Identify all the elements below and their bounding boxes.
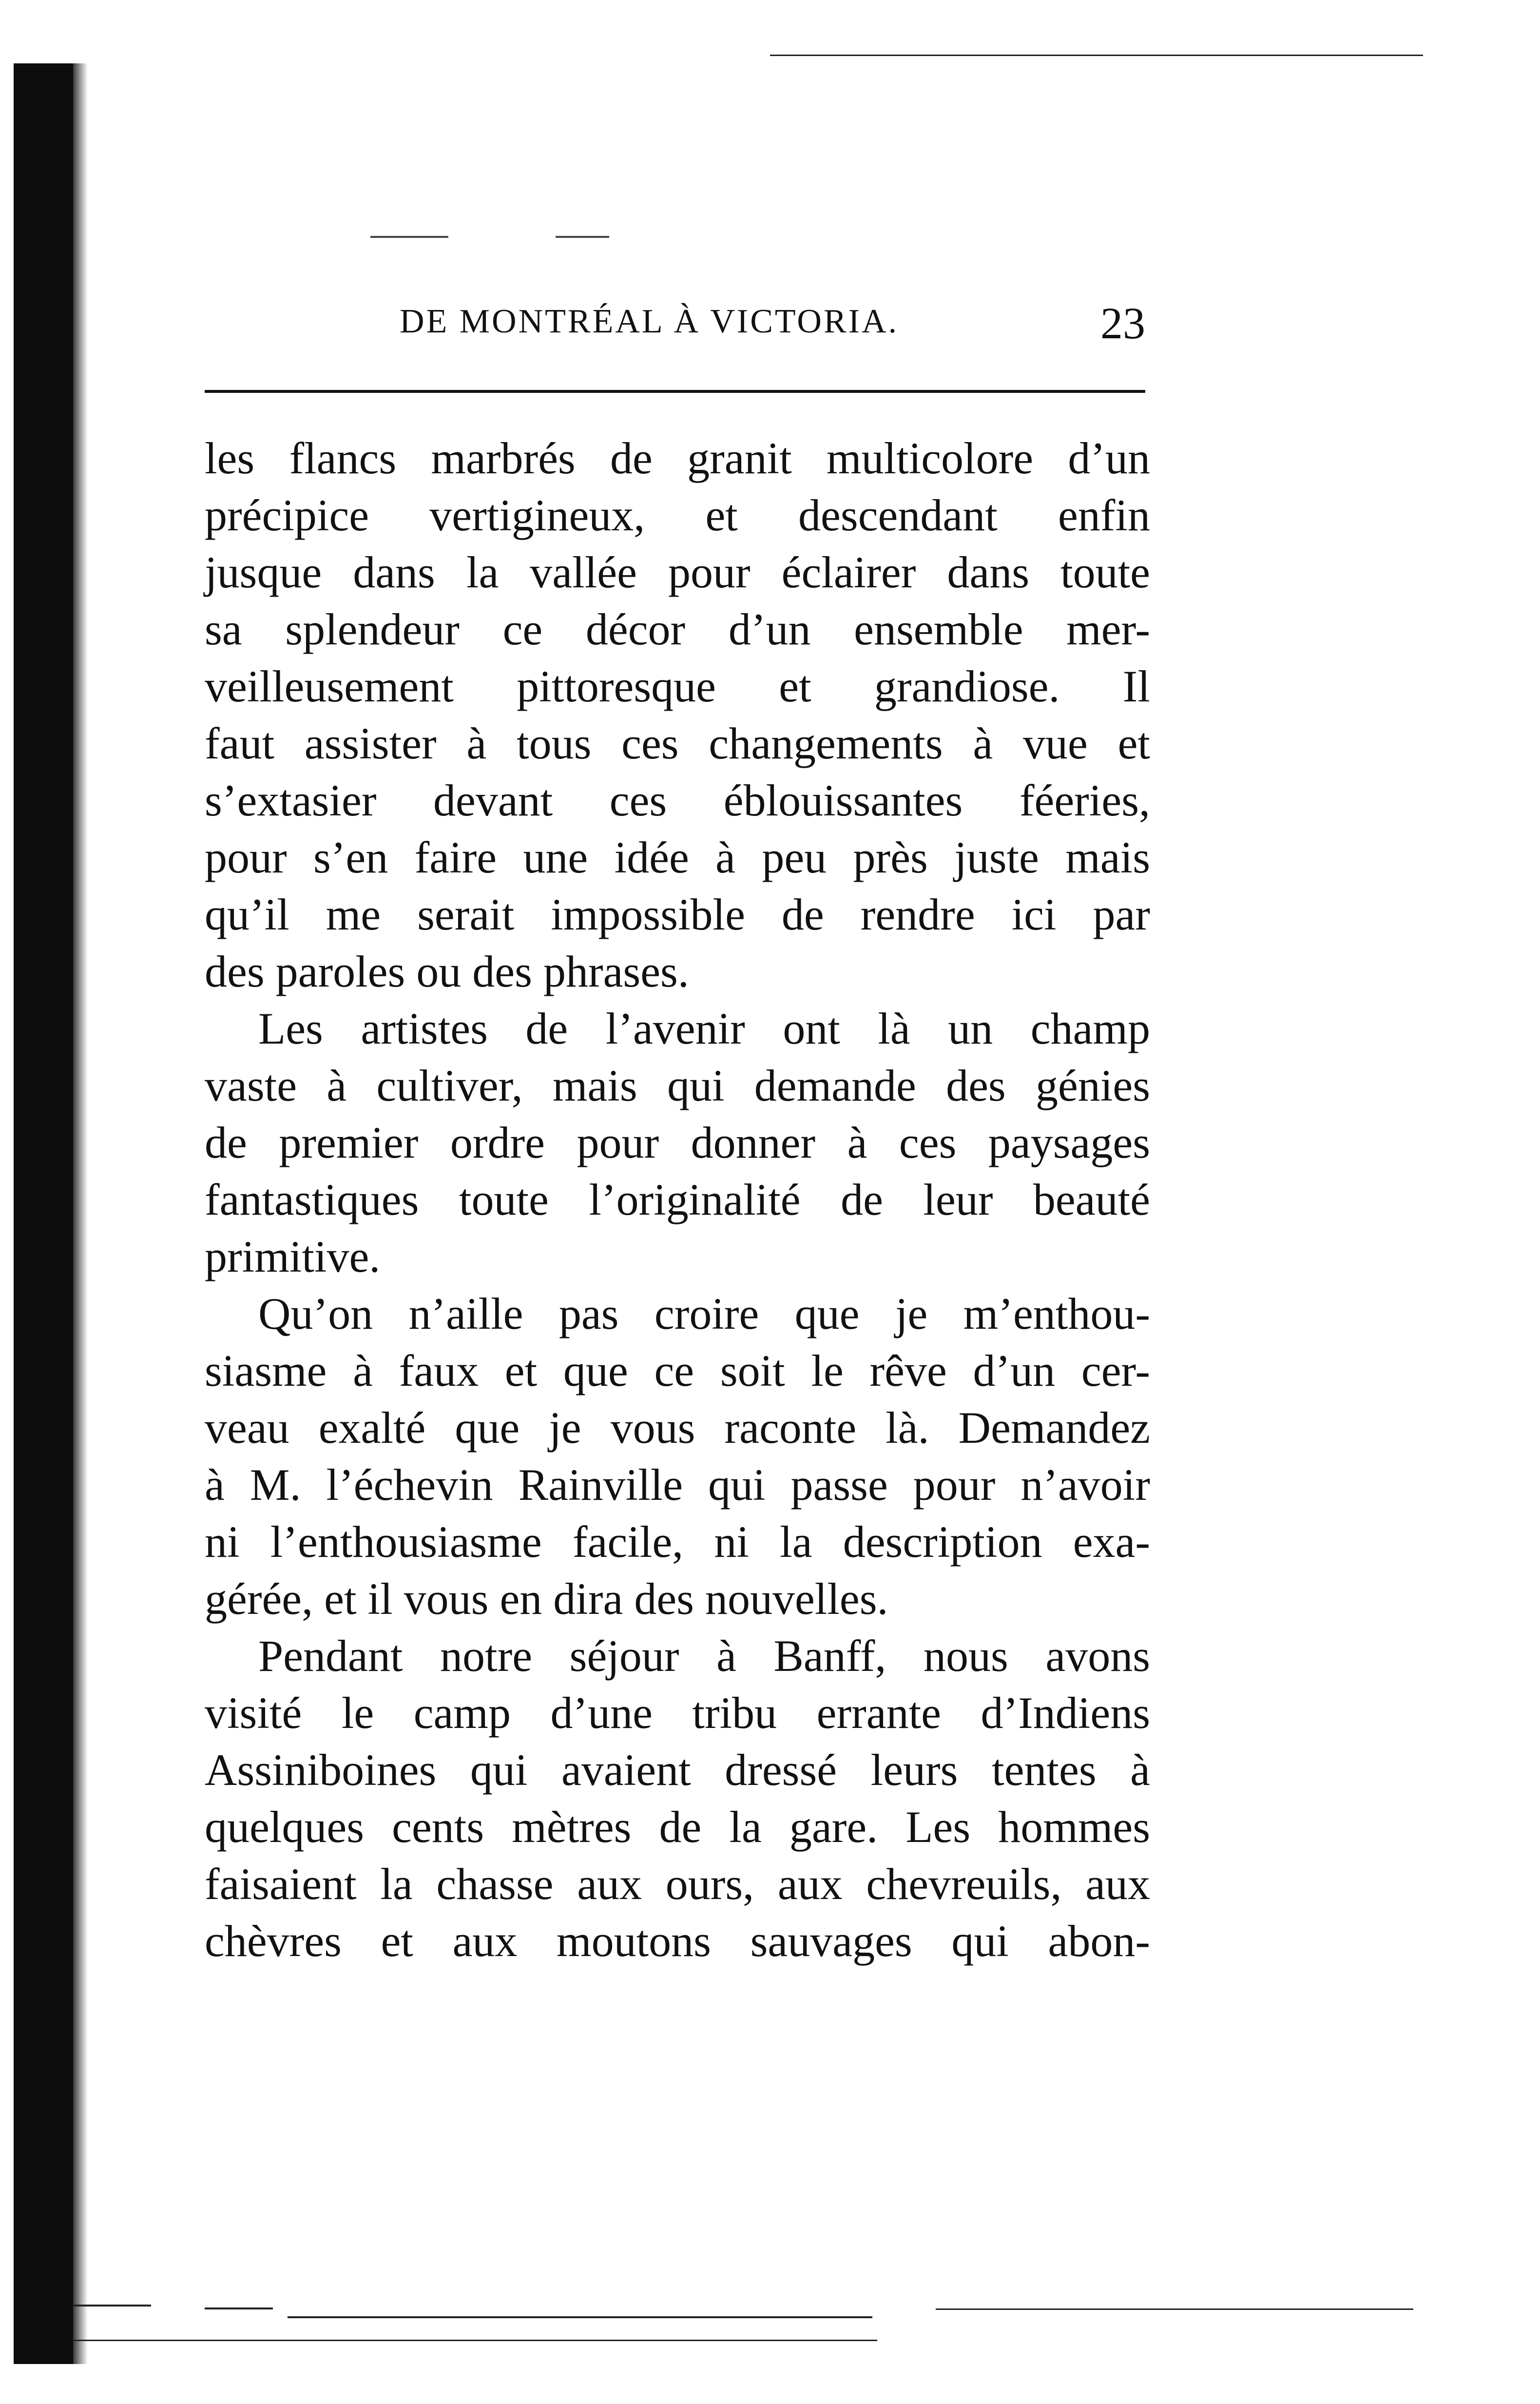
text-line: gérée, et il vous en dira des nouvelles. bbox=[205, 1574, 888, 1624]
scan-artifact-bottom-line bbox=[936, 2308, 1413, 2310]
text-line: chèvres et aux moutons sauvages qui abon- bbox=[205, 1916, 1150, 1966]
text-line: de premier ordre pour donner à ces paysages bbox=[205, 1118, 1150, 1167]
text-line: faut assister à tous ces changements à vue et bbox=[205, 718, 1150, 768]
text-line: à M. l’échevin Rainville qui passe pour n’avoir bbox=[205, 1460, 1150, 1510]
text-line: primitive. bbox=[205, 1232, 381, 1281]
text-line: veau exalté que je vous raconte là. Demandez bbox=[205, 1403, 1150, 1453]
scan-artifact-top-line bbox=[770, 55, 1423, 56]
text-line: qu’il me serait impossible de rendre ici par bbox=[205, 890, 1150, 939]
text-line: précipice vertigineux, et descendant enfin bbox=[205, 490, 1150, 540]
scan-artifact-dash bbox=[370, 236, 448, 238]
text-line: ni l’enthousiasme facile, ni la description exa- bbox=[205, 1517, 1150, 1567]
scan-artifact-bottom-line bbox=[73, 2340, 877, 2341]
text-line: quelques cents mètres de la gare. Les hommes bbox=[205, 1802, 1150, 1852]
scan-artifact-dash bbox=[556, 236, 609, 238]
text-line: faisaient la chasse aux ours, aux chevreuils, aux bbox=[205, 1859, 1150, 1909]
binding-shadow-fade bbox=[73, 63, 88, 2364]
running-title: DE MONTRÉAL À VICTORIA. bbox=[400, 303, 899, 340]
scan-artifact-bottom-line bbox=[205, 2307, 273, 2309]
text-line: fantastiques toute l’originalité de leur beauté bbox=[205, 1175, 1150, 1224]
text-line: veilleusement pittoresque et grandiose. Il bbox=[205, 661, 1150, 711]
text-line: jusque dans la vallée pour éclairer dans toute bbox=[205, 547, 1150, 597]
text-line: siasme à faux et que ce soit le rêve d’un cer- bbox=[205, 1346, 1150, 1396]
text-line: Assiniboines qui avaient dressé leurs tentes à bbox=[205, 1745, 1150, 1795]
text-line: des paroles ou des phrases. bbox=[205, 947, 689, 996]
header-rule bbox=[205, 390, 1145, 393]
text-line: Pendant notre séjour à Banff, nous avons bbox=[258, 1631, 1150, 1681]
running-head bbox=[200, 292, 1155, 351]
text-line: s’extasier devant ces éblouissantes féeries, bbox=[205, 775, 1150, 825]
scan-artifact-bottom-line bbox=[288, 2316, 872, 2318]
text-line: Qu’on n’aille pas croire que je m’enthou- bbox=[258, 1289, 1150, 1338]
body-text bbox=[205, 430, 1150, 1970]
text-line: vaste à cultiver, mais qui demande des génies bbox=[205, 1061, 1150, 1110]
page-number: 23 bbox=[1100, 298, 1145, 348]
scan-artifact-bottom-line bbox=[73, 2305, 151, 2307]
text-line: les flancs marbrés de granit multicolore d’un bbox=[205, 433, 1150, 483]
text-line: Les artistes de l’avenir ont là un champ bbox=[258, 1004, 1150, 1053]
text-line: pour s’en faire une idée à peu près juste mais bbox=[205, 833, 1150, 882]
binding-shadow bbox=[14, 63, 77, 2364]
text-line: sa splendeur ce décor d’un ensemble mer- bbox=[205, 604, 1150, 654]
text-line: visité le camp d’une tribu errante d’Indiens bbox=[205, 1688, 1150, 1738]
